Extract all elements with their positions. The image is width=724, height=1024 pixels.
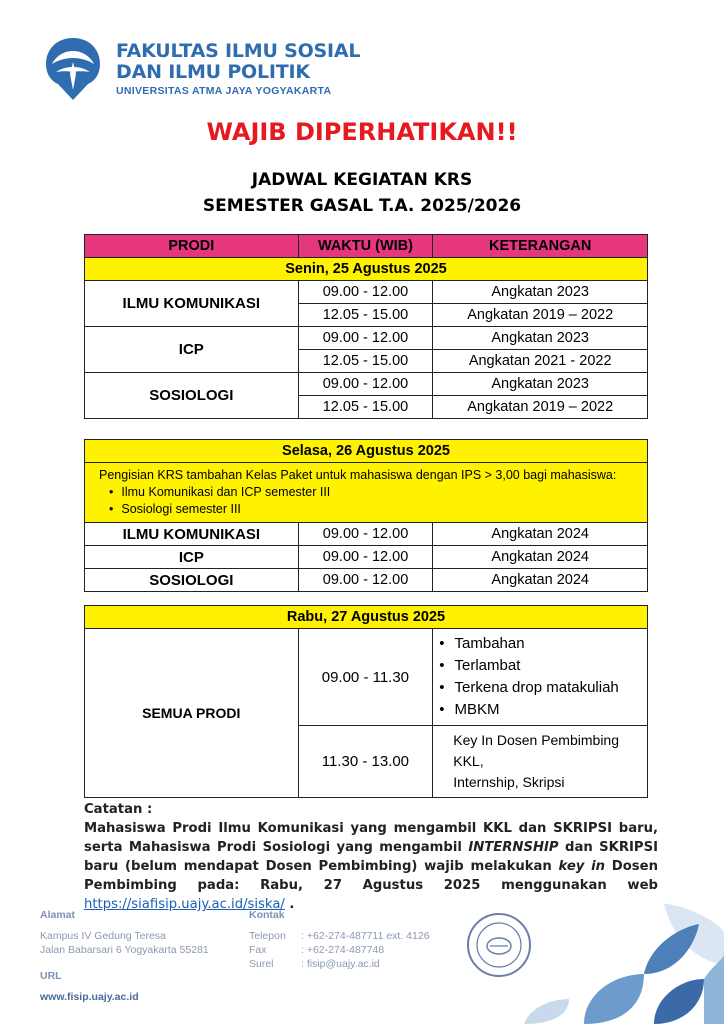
email-value[interactable]: : fisip@uajy.ac.id xyxy=(301,958,380,970)
university-name: UNIVERSITAS ATMA JAYA YOGYAKARTA xyxy=(116,85,332,97)
letterhead xyxy=(42,34,360,104)
info-cell xyxy=(433,629,648,726)
column-header-waktu: WAKTU (WIB) xyxy=(298,235,433,258)
note-list xyxy=(99,484,633,518)
address-line: Kampus IV Gedung Teresa xyxy=(40,930,166,942)
faculty-name-line1: FAKULTAS ILMU SOSIAL xyxy=(116,40,361,62)
email-label: Surel xyxy=(249,958,274,970)
prodi-cell: SOSIOLOGI xyxy=(85,569,299,592)
prodi-cell: ICP xyxy=(85,546,299,569)
uajy-logo-icon xyxy=(42,34,104,104)
time-cell: 11.30 - 13.00 xyxy=(298,726,433,798)
category-list xyxy=(439,633,641,721)
decorative-corner-shapes xyxy=(524,904,724,1024)
schedule-table-wednesday xyxy=(84,605,648,798)
date-row: Senin, 25 Agustus 2025 xyxy=(85,258,648,281)
url-label: URL xyxy=(40,970,62,982)
time-cell: 09.00 - 12.00 xyxy=(298,569,433,592)
phone-label: Telepon xyxy=(249,930,286,942)
time-cell: 09.00 - 12.00 xyxy=(298,523,433,546)
contact-label: Kontak xyxy=(249,909,285,921)
note-emphasis: key in xyxy=(558,859,606,874)
note-text: Dosen Pembimbing pada: Rabu, 27 Agustus 2025 menggunakan web xyxy=(84,859,658,893)
time-cell: 12.05 - 15.00 xyxy=(298,396,433,419)
category-item: • Terlambat xyxy=(439,655,641,677)
time-cell: 09.00 - 12.00 xyxy=(298,327,433,350)
note-text: . xyxy=(284,897,295,912)
column-header-keterangan: KETERANGAN xyxy=(433,235,648,258)
note-paragraph xyxy=(84,800,658,914)
info-cell: Angkatan 2024 xyxy=(433,546,648,569)
prodi-cell: SEMUA PRODI xyxy=(85,629,299,798)
address-label: Alamat xyxy=(40,909,76,921)
prodi-cell: SOSIOLOGI xyxy=(85,373,299,419)
schedule-table-tuesday xyxy=(84,439,648,592)
time-cell: 12.05 - 15.00 xyxy=(298,350,433,373)
info-cell: Angkatan 2023 xyxy=(433,327,648,350)
category-item: • Tambahan xyxy=(439,633,641,655)
siska-link[interactable]: https://siafisip.uajy.ac.id/siska/ xyxy=(84,897,285,912)
note-intro: Pengisian KRS tambahan Kelas Paket untuk mahasiswa dengan IPS > 3,00 bagi mahasiswa: xyxy=(99,468,617,482)
note-text: dan SKRIPSI baru (belum mendapat Dosen Pembimbing) wajib melakukan xyxy=(84,840,658,874)
time-cell: 12.05 - 15.00 xyxy=(298,304,433,327)
category-item: • MBKM xyxy=(439,699,641,721)
footer-contact xyxy=(249,908,430,971)
phone-value: : +62-274-487711 ext. 4126 xyxy=(301,930,430,942)
schedule-table-monday xyxy=(84,234,648,419)
info-cell: Angkatan 2024 xyxy=(433,569,648,592)
info-line: Internship, Skripsi xyxy=(453,774,565,790)
info-cell: Angkatan 2021 - 2022 xyxy=(433,350,648,373)
note-emphasis: INTERNSHIP xyxy=(468,840,559,855)
time-cell: 09.00 - 12.00 xyxy=(298,281,433,304)
prodi-cell: ICP xyxy=(85,327,299,373)
note-item: • Ilmu Komunikasi dan ICP semester III xyxy=(109,484,633,501)
ursa-seal-icon xyxy=(466,912,532,978)
info-cell: Angkatan 2019 – 2022 xyxy=(433,304,648,327)
fax-label: Fax xyxy=(249,944,267,956)
time-cell: 09.00 - 12.00 xyxy=(298,373,433,396)
date-row: Rabu, 27 Agustus 2025 xyxy=(85,606,648,629)
info-line: Key In Dosen Pembimbing KKL, xyxy=(453,732,620,769)
website-link[interactable]: www.fisip.uajy.ac.id xyxy=(40,991,139,1003)
fax-value: : +62-274-487748 xyxy=(301,944,385,956)
warning-heading: WAJIB DIPERHATIKAN!! xyxy=(206,118,518,146)
info-cell: Angkatan 2024 xyxy=(433,523,648,546)
footer-address xyxy=(40,908,209,1004)
note-item: • Sosiologi semester III xyxy=(109,501,633,518)
info-cell: Angkatan 2023 xyxy=(433,373,648,396)
address-line: Jalan Babarsari 6 Yogyakarta 55281 xyxy=(40,944,209,956)
note-label: Catatan : xyxy=(84,802,153,817)
time-cell: 09.00 - 12.00 xyxy=(298,546,433,569)
time-cell: 09.00 - 11.30 xyxy=(298,629,433,726)
prodi-cell: ILMU KOMUNIKASI xyxy=(85,523,299,546)
info-cell: Angkatan 2023 xyxy=(433,281,648,304)
note-text: Mahasiswa Prodi Ilmu Komunikasi yang mengambil KKL dan SKRIPSI baru, serta Mahasiswa Prodi Sosiologi yang mengambil xyxy=(84,821,658,855)
info-cell: Angkatan 2019 – 2022 xyxy=(433,396,648,419)
semester-title: SEMESTER GASAL T.A. 2025/2026 xyxy=(202,196,522,216)
category-item: • Terkena drop matakuliah xyxy=(439,677,641,699)
info-cell xyxy=(433,726,648,798)
date-row: Selasa, 26 Agustus 2025 xyxy=(85,440,648,463)
faculty-name-line2: DAN ILMU POLITIK xyxy=(116,61,310,83)
schedule-title: JADWAL KEGIATAN KRS xyxy=(251,170,473,190)
note-cell xyxy=(85,463,648,523)
prodi-cell: ILMU KOMUNIKASI xyxy=(85,281,299,327)
column-header-prodi: PRODI xyxy=(85,235,299,258)
